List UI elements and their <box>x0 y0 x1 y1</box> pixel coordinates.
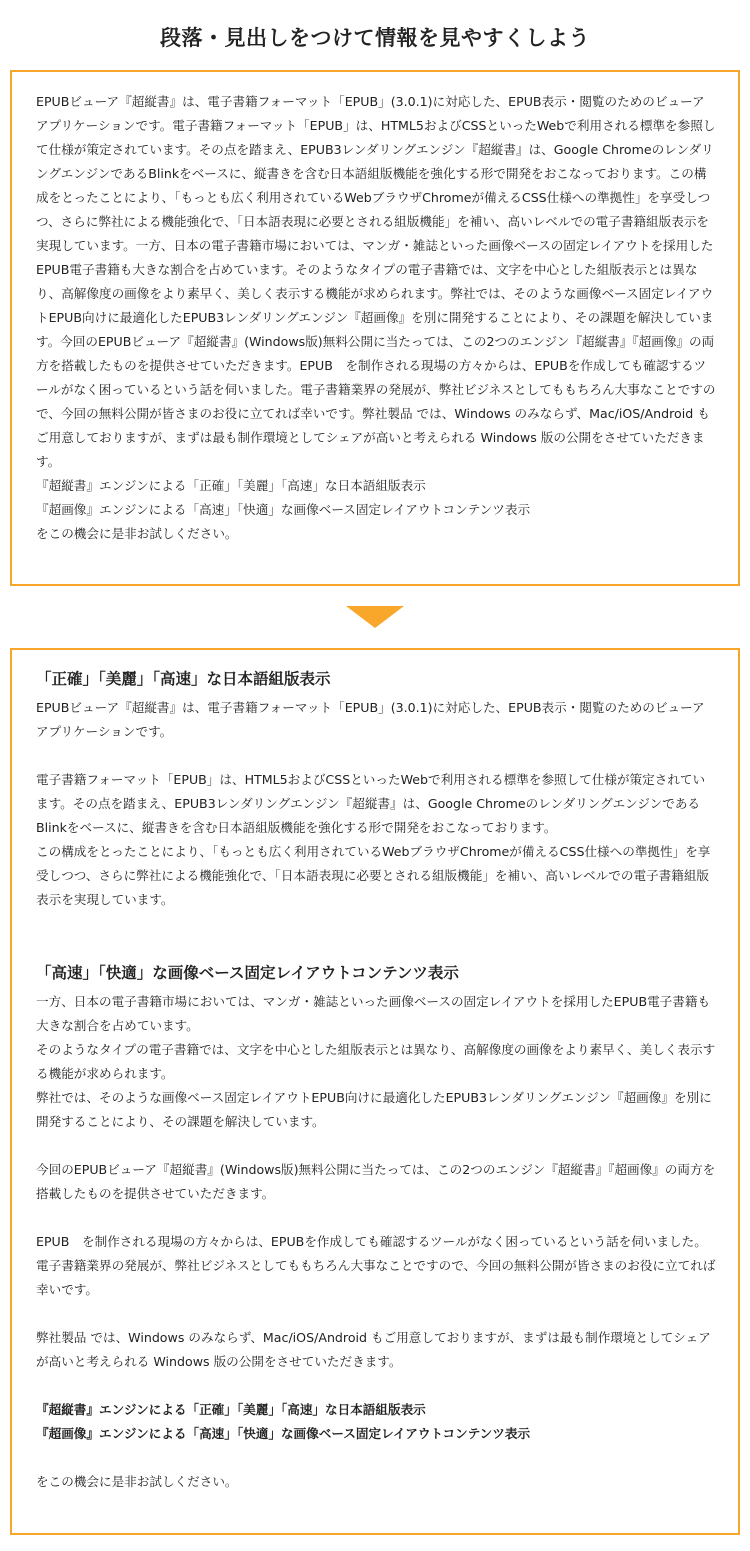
bold-line-1: 『超縦書』エンジンによる「正確」「美麗」「高速」な日本語組版表示 <box>36 1402 426 1417</box>
before-body: EPUBビューア『超縦書』は、電子書籍フォーマット「EPUB」(3.0.1)に対応した、EPUB表示・閲覧のためのビューアアプリケーションです。電子書籍フォーマット「EPUB」は、HTML5およびCSSといったWebで利用される標準を参照して仕様が策定されています。その点を踏まえ、EPUB3レンダリングエンジン『超縦書』は、Google ChromeのレンダリングエンジンであるBlinkをベースに、縦書きを含む日本語組版機能を強化する形で開発をおこなっております。この構成をとったことにより、「もっとも広く利用されているWebブラウザChromeが備えるCSS仕様への準拠性」を享受しつつ、さらに弊社による機能強化で、「日本語表現に必要とされる組版機能」を補い、高いレベルでの電子書籍組版表示を実現しています。一方、日本の電子書籍市場においては、マンガ・雑誌といった画像ベースの固定レイアウトを採用したEPUB電子書籍も大きな割合を占めています。そのようなタイプの電子書籍では、文字を中心とした組版表示とは異なり、高解像度の画像をより素早く、美しく表示する機能が求められます。弊社では、そのような画像ベース固定レイアウトEPUB向けに最適化したEPUB3レンダリングエンジン『超画像』を別に開発することにより、その課題を解決しています。今回のEPUBビューア『超縦書』(Windows版)無料公開に当たっては、この2つのエンジン『超縦書』『超画像』の両方を搭載したものを提供させていただきます。EPUB を制作される現場の方々からは、EPUBを作成しても確認するツールがなく困っているという話を伺いました。電子書籍業界の発展が、弊社ビジネスとしてももちろん大事なことですので、今回の無料公開が皆さまのお役に立てれば幸いです。弊社製品 では、Windows のみならず、Mac/iOS/Android もご用意しておりますが、まずは最も制作環境としてシェアが高いと考えられる Windows 版の公開をさせていただきます。 <box>36 94 716 469</box>
before-line-1: 『超縦書』エンジンによる「正確」「美麗」「高速」な日本語組版表示 <box>36 478 426 493</box>
section-heading-2: 「高速」「快適」な画像ベース固定レイアウトコンテンツ表示 <box>36 964 459 982</box>
paragraph: EPUB を制作される現場の方々からは、EPUBを作成しても確認するツールがなく困っているという話を伺いました。電子書籍業界の発展が、弊社ビジネスとしてももちろん大事なことですので、今回の無料公開が皆さまのお役に立てれば幸いです。 <box>36 1234 716 1297</box>
before-line-2: 『超画像』エンジンによる「高速」「快適」な画像ベース固定レイアウトコンテンツ表示 <box>36 502 531 517</box>
page-title: 段落・見出しをつけて情報を見やすくしよう <box>160 26 590 50</box>
section-heading-1: 「正確」「美麗」「高速」な日本語組版表示 <box>36 670 331 688</box>
before-line-3: をこの機会に是非お試しください。 <box>36 526 238 541</box>
paragraph: 電子書籍フォーマット「EPUB」は、HTML5およびCSSといったWebで利用される標準を参照して仕様が策定されています。その点を踏まえ、EPUB3レンダリングエンジン『超縦書』は、Google ChromeのレンダリングエンジンであるBlinkをベースに、縦書きを含む日本語組版機能を強化する形で開発をおこなっております。 <box>36 772 706 835</box>
paragraph: そのようなタイプの電子書籍では、文字を中心とした組版表示とは異なり、高解像度の画像をより素早く、美しく表示する機能が求められます。 <box>36 1042 716 1081</box>
paragraph: 今回のEPUBビューア『超縦書』(Windows版)無料公開に当たっては、この2つのエンジン『超縦書』『超画像』の両方を搭載したものを提供させていただきます。 <box>36 1162 716 1201</box>
before-box <box>10 70 740 586</box>
bold-line-2: 『超画像』エンジンによる「高速」「快適」な画像ベース固定レイアウトコンテンツ表示 <box>36 1426 531 1441</box>
paragraph: この構成をとったことにより、「もっとも広く利用されているWebブラウザChromeが備えるCSS仕様への準拠性」を享受しつつ、さらに弊社による機能強化で、「日本語表現に必要とされる組版機能」を補い、高いレベルでの電子書籍組版表示を実現しています。 <box>36 844 711 907</box>
down-arrow-icon <box>346 606 404 628</box>
paragraph: EPUBビューア『超縦書』は、電子書籍フォーマット「EPUB」(3.0.1)に対応した、EPUB表示・閲覧のためのビューアアプリケーションです。 <box>36 700 705 739</box>
after-box <box>10 648 740 1535</box>
paragraph: 弊社では、そのような画像ベース固定レイアウトEPUB向けに最適化したEPUB3レンダリングエンジン『超画像』を別に開発することにより、その課題を解決しています。 <box>36 1090 712 1129</box>
paragraph: 弊社製品 では、Windows のみならず、Mac/iOS/Android もご用意しておりますが、まずは最も制作環境としてシェアが高いと考えられる Windows 版の公開をさせていただきます。 <box>36 1330 711 1369</box>
paragraph: をこの機会に是非お試しください。 <box>36 1474 238 1489</box>
paragraph: 一方、日本の電子書籍市場においては、マンガ・雑誌といった画像ベースの固定レイアウトを採用したEPUB電子書籍も大きな割合を占めています。 <box>36 994 711 1033</box>
